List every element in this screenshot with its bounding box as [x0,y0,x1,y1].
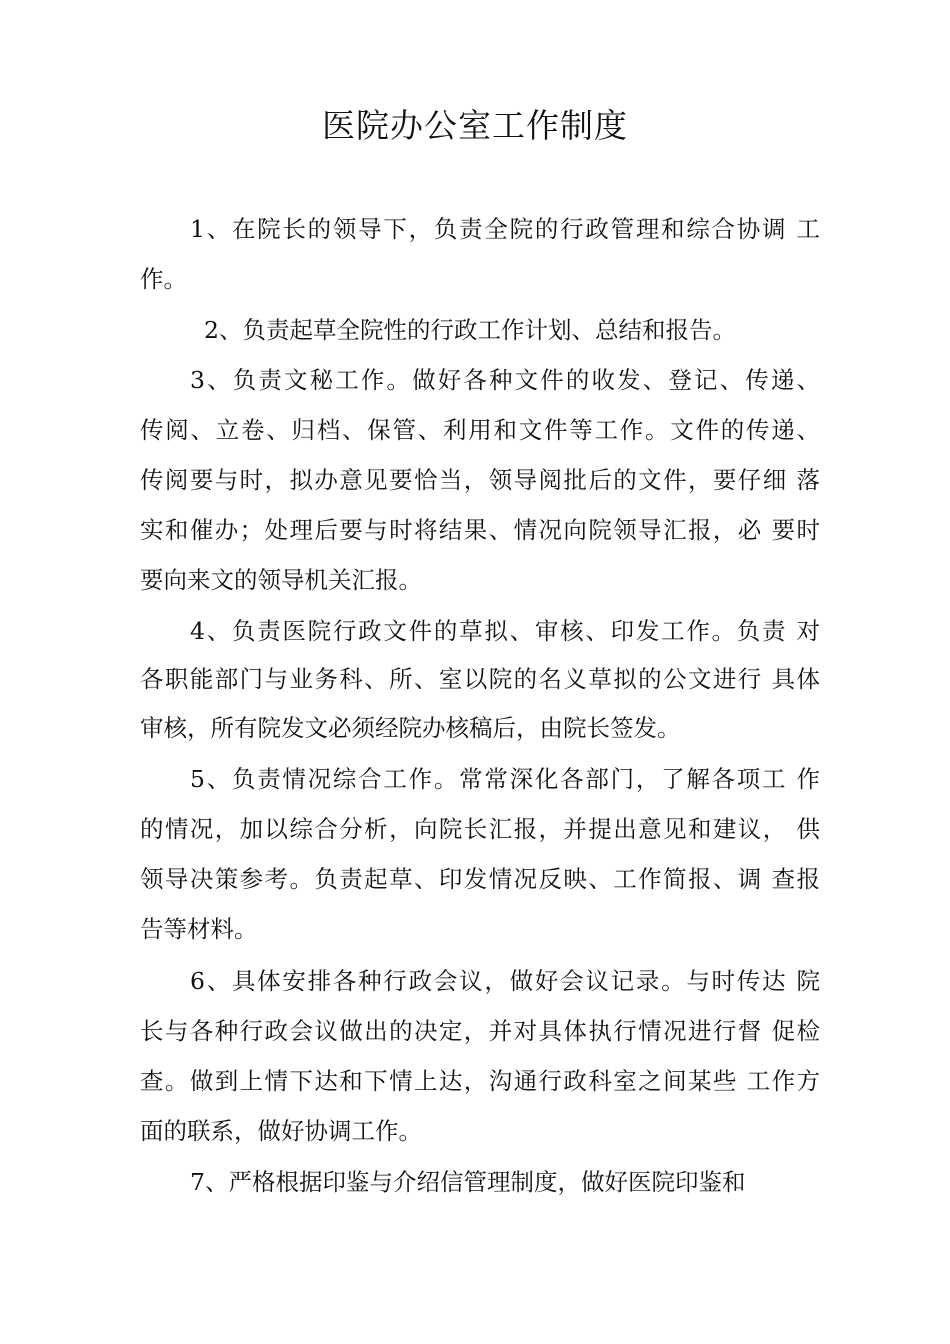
paragraph-2-line-1: 2、负责起草全院性的行政工作计划、总结和报告。 [204,316,736,344]
paragraph-7-line-1: 7、严格根据印鉴与介绍信管理制度，做好医院印鉴和 [190,1168,746,1196]
paragraph-3-line-5: 要向来文的领导机关汇报。 [140,566,422,594]
paragraph-3-line-1: 3、负责文秘工作。做好各种文件的收发、登记、传递、 [190,366,820,394]
paragraph-4-line-2: 各职能部门与业务科、所、室以院的名义草拟的公文进行 具体 [140,665,820,693]
paragraph-3-line-2: 传阅、立卷、归档、保管、利用和文件等工作。文件的传递、 [140,416,820,444]
paragraph-6-line-1: 6、具体安排各种行政会议，做好会议记录。与时传达 院 [190,967,820,995]
paragraph-5-line-1: 5、负责情况综合工作。常常深化各部门，了解各项工 作 [190,765,820,793]
paragraph-1-line-2: 作。 [140,265,187,293]
paragraph-3-line-3: 传阅要与时，拟办意见要恰当，领导阅批后的文件，要仔细 落 [140,466,820,494]
paragraph-5-line-3: 领导决策参考。负责起草、印发情况反映、工作简报、调 查报 [140,865,820,893]
paragraph-5-line-4: 告等材料。 [140,915,258,943]
paragraph-4-line-1: 4、负责医院行政文件的草拟、审核、印发工作。负责 对 [190,617,820,645]
document-title: 医院办公室工作制度 [322,106,628,145]
paragraph-1-line-1: 1、在院长的领导下，负责全院的行政管理和综合协调 工 [190,215,820,243]
paragraph-6-line-2: 长与各种行政会议做出的决定，并对具体执行情况进行督 促检 [140,1017,820,1045]
paragraph-6-line-4: 面的联系，做好协调工作。 [140,1117,422,1145]
paragraph-3-line-4: 实和催办；处理后要与时将结果、情况向院领导汇报，必 要时 [140,516,820,544]
paragraph-5-line-2: 的情况，加以综合分析，向院长汇报，并提出意见和建议， 供 [140,815,820,843]
paragraph-6-line-3: 查。做到上情下达和下情上达，沟通行政科室之间某些 工作方 [140,1067,820,1095]
paragraph-4-line-3: 审核，所有院发文必须经院办核稿后，由院长签发。 [140,714,681,742]
